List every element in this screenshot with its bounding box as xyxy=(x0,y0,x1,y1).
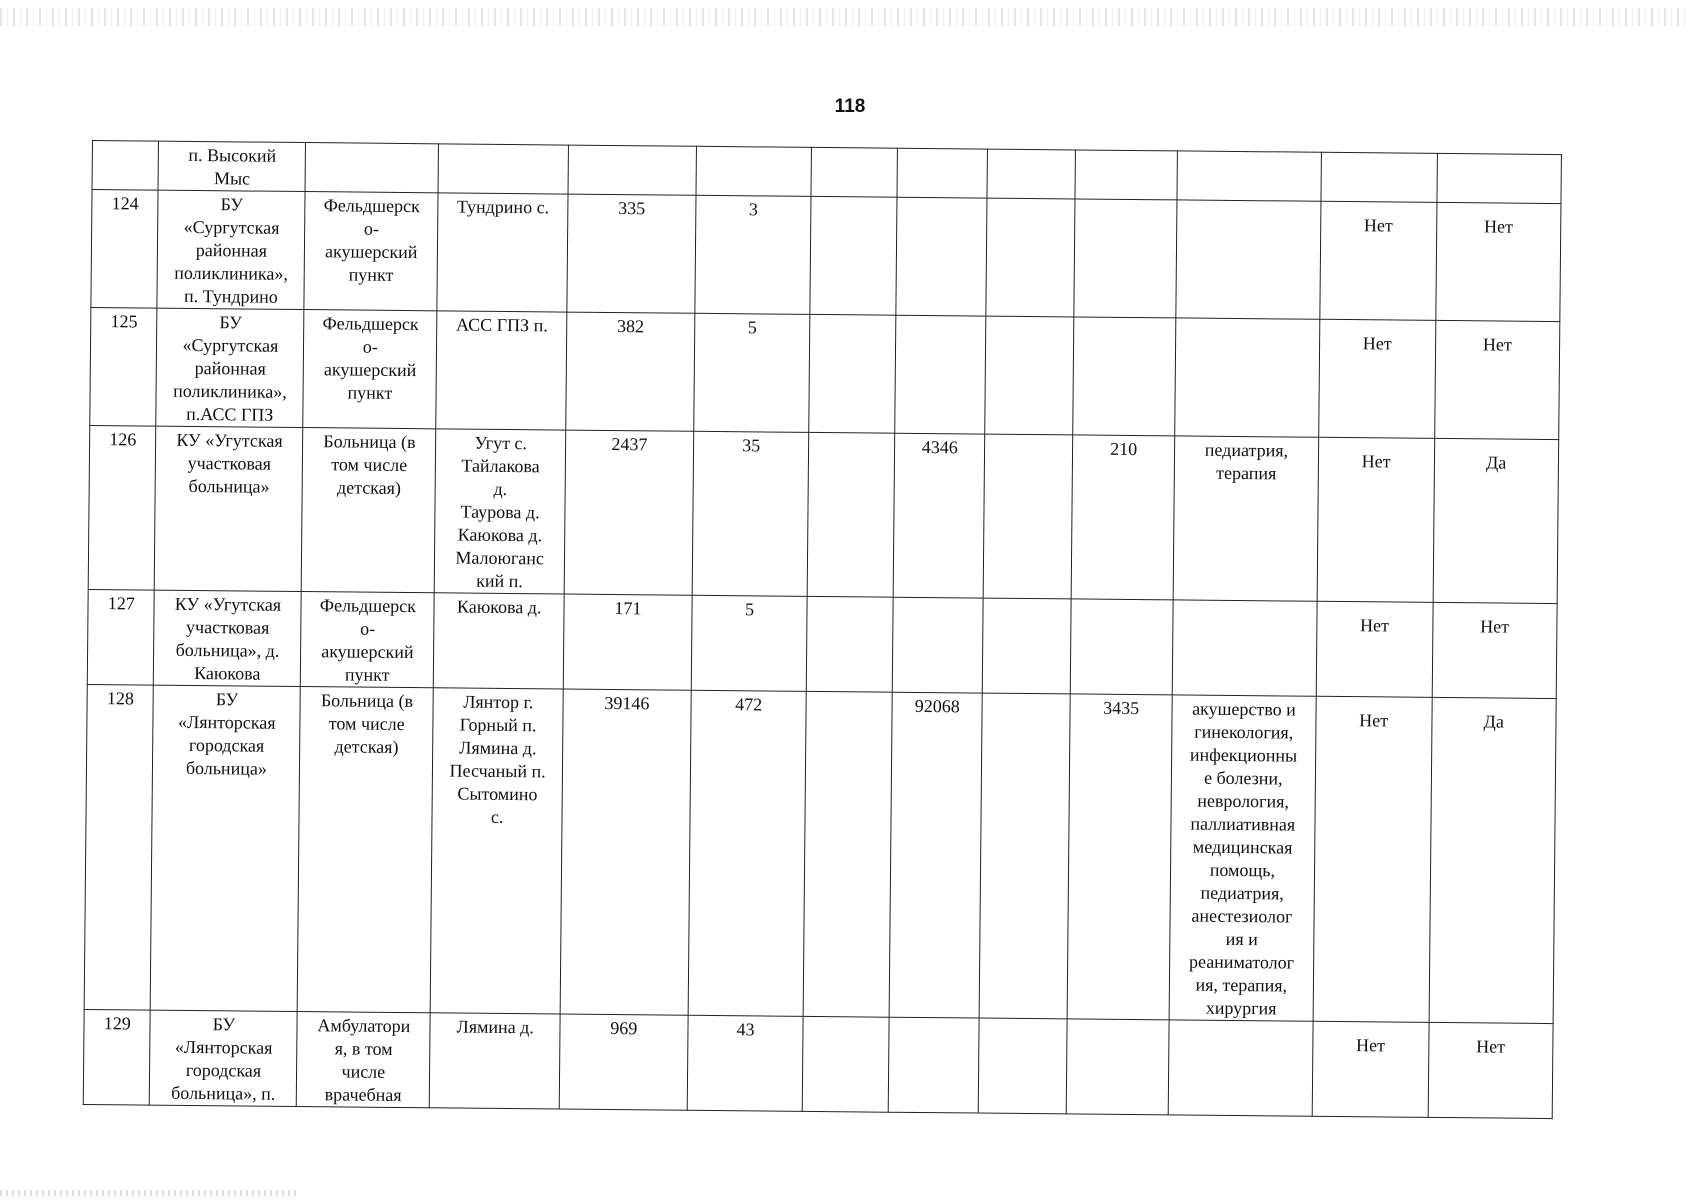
yes-no-cell-a xyxy=(1321,152,1437,202)
table-row xyxy=(84,684,1556,1023)
cell-text: КУ «Угутская участковая больница», д. Каюкова xyxy=(174,593,282,684)
distance-cell xyxy=(1067,694,1172,1020)
row-number-cell xyxy=(88,425,156,590)
cell-text: Угут с. Тайлакова д. Таурова д. Каюкова д. Малоюганс кий п. xyxy=(455,432,545,592)
table-body xyxy=(83,141,1561,1119)
cell-text: 171 xyxy=(614,598,642,619)
facility-type-cell xyxy=(302,428,437,593)
distance-cell xyxy=(1075,150,1177,200)
cell-text: Нет xyxy=(1359,710,1389,731)
population-cell xyxy=(563,594,691,690)
cell-text: АСС ГПЗ п. xyxy=(455,314,548,336)
distance-cell xyxy=(1066,1019,1169,1115)
population-cell xyxy=(567,194,696,313)
cell-text: Нет xyxy=(1355,1035,1386,1056)
children-count-cell xyxy=(695,195,812,314)
cell-text: 382 xyxy=(616,316,645,337)
population-cell xyxy=(568,145,696,195)
page-number: 118 xyxy=(834,96,866,117)
yes-no-cell-b xyxy=(1429,697,1557,1023)
area-cell xyxy=(897,148,988,198)
cell-text: 5 xyxy=(747,317,757,338)
facilities-table xyxy=(83,140,1562,1119)
table-row xyxy=(83,1009,1553,1118)
cell-text: Фельдшерск о- акушерский пункт xyxy=(323,195,420,285)
cell-text: 472 xyxy=(735,694,763,715)
specialties-cell xyxy=(1168,1020,1313,1116)
area-cell xyxy=(892,597,983,693)
row-number-cell xyxy=(92,141,159,191)
cell-text: БУ «Сургутская районная поликлиника», п. Тундрино xyxy=(174,194,289,307)
row-number-cell xyxy=(90,307,158,426)
population-cell xyxy=(564,430,693,595)
empty-cell-9 xyxy=(987,149,1075,199)
cell-text: 92068 xyxy=(914,695,960,717)
yes-no-cell-b xyxy=(1433,438,1559,603)
settlements-cell xyxy=(430,1013,561,1109)
distance-cell xyxy=(1071,435,1174,600)
cell-text: 125 xyxy=(110,311,138,332)
cell-text: Нет xyxy=(1361,451,1391,472)
table-row xyxy=(88,425,1559,603)
children-count-cell xyxy=(687,1015,804,1111)
cell-text: Да xyxy=(1483,711,1504,732)
specialties-cell xyxy=(1173,436,1318,601)
yes-no-cell-a xyxy=(1318,319,1435,438)
area-cell xyxy=(889,692,982,1018)
organization-cell xyxy=(158,141,305,191)
specialties-cell xyxy=(1175,318,1320,437)
facility-type-cell xyxy=(304,192,438,311)
settlements-cell xyxy=(434,593,565,689)
settlements-cell xyxy=(434,429,565,594)
cell-text: Нет xyxy=(1483,216,1514,237)
cell-text: Нет xyxy=(1362,333,1392,354)
specialties-cell xyxy=(1176,200,1321,319)
scan-edge-noise xyxy=(0,1190,300,1196)
cell-text: 128 xyxy=(106,688,134,709)
organization-cell xyxy=(151,685,301,1011)
row-number-cell xyxy=(87,589,154,685)
settlements-cell xyxy=(430,688,563,1014)
empty-cell-7 xyxy=(811,147,897,197)
empty-cell-7 xyxy=(804,691,893,1017)
cell-text: 35 xyxy=(742,435,761,456)
yes-no-cell-b xyxy=(1435,202,1561,321)
cell-text: 43 xyxy=(736,1019,755,1040)
facility-type-cell xyxy=(301,592,435,688)
empty-cell-7 xyxy=(807,596,894,692)
empty-cell-7 xyxy=(808,432,895,597)
population-cell xyxy=(566,312,695,431)
cell-text: БУ «Сургутская районная поликлиника», п.АСС ГПЗ xyxy=(173,312,287,425)
children-count-cell xyxy=(688,690,807,1016)
cell-text: Фельдшерск о- акушерский пункт xyxy=(322,313,419,403)
organization-cell xyxy=(156,308,304,427)
organization-cell xyxy=(155,426,303,591)
empty-cell-9 xyxy=(983,434,1072,599)
settlements-cell xyxy=(436,311,567,430)
organization-cell xyxy=(154,590,302,686)
cell-text: КУ «Угутская участковая больница» xyxy=(176,429,283,497)
yes-no-cell-a xyxy=(1313,696,1432,1022)
document-table-sheet xyxy=(83,140,1562,1119)
facility-type-cell xyxy=(298,687,434,1013)
empty-cell-9 xyxy=(978,1018,1067,1114)
cell-text: 3 xyxy=(748,199,758,220)
cell-text: 39146 xyxy=(604,692,650,714)
empty-cell-7 xyxy=(803,1016,890,1112)
cell-text: 124 xyxy=(111,193,139,214)
row-number-cell xyxy=(91,190,159,309)
cell-text: 335 xyxy=(618,198,646,219)
area-cell xyxy=(893,433,985,598)
cell-text: Лямина д. xyxy=(456,1016,534,1038)
population-cell xyxy=(559,1014,687,1110)
children-count-cell xyxy=(696,146,812,196)
facility-type-cell xyxy=(305,143,438,193)
distance-cell xyxy=(1073,317,1176,436)
cell-text: Нет xyxy=(1476,1036,1506,1057)
cell-text: 129 xyxy=(103,1013,131,1034)
table-row xyxy=(91,190,1561,322)
cell-text: БУ «Лянторская городская больница», п. xyxy=(171,1014,276,1104)
empty-cell-9 xyxy=(982,598,1071,694)
distance-cell xyxy=(1070,599,1173,695)
cell-text: Амбулатори я, в том числе врачебная xyxy=(317,1015,411,1106)
specialties-cell xyxy=(1177,151,1321,201)
cell-text: 4346 xyxy=(921,436,958,458)
cell-text: Больница (в том числе детская) xyxy=(323,431,416,498)
empty-cell-9 xyxy=(979,693,1070,1019)
area-cell xyxy=(895,315,986,434)
children-count-cell xyxy=(692,431,809,596)
facility-type-cell xyxy=(297,1012,431,1108)
cell-text: БУ «Лянторская городская больница» xyxy=(177,689,276,779)
children-count-cell xyxy=(693,313,810,432)
cell-text: 969 xyxy=(610,1018,638,1039)
organization-cell xyxy=(157,190,305,309)
cell-text: Нет xyxy=(1480,616,1510,637)
cell-text: 210 xyxy=(1110,438,1138,460)
cell-text: Нет xyxy=(1359,615,1390,636)
yes-no-cell-a xyxy=(1320,201,1437,320)
yes-no-cell-a xyxy=(1317,437,1434,602)
cell-text: Каюкова д. xyxy=(456,596,542,618)
cell-text: Лянтор г. Горный п. Лямина д. Песчаный п. Сытомино с. xyxy=(449,691,546,827)
population-cell xyxy=(560,689,691,1015)
yes-no-cell-a xyxy=(1312,1021,1429,1117)
facility-type-cell xyxy=(303,310,437,429)
area-cell xyxy=(888,1017,979,1113)
specialties-cell xyxy=(1169,695,1316,1021)
cell-text: 127 xyxy=(107,593,135,614)
cell-text: Нет xyxy=(1482,334,1512,355)
empty-cell-9 xyxy=(985,316,1074,435)
yes-no-cell-b xyxy=(1432,602,1557,698)
cell-text: акушерство и гинекология, инфекционны е болезни, неврология, паллиативная медицинская помощь, педиатрия, анестезиолог ия и реаниматолог ия, терапия, хирургия xyxy=(1188,698,1298,1019)
row-number-cell xyxy=(84,684,154,1010)
settlements-cell xyxy=(438,144,568,194)
empty-cell-9 xyxy=(986,198,1075,317)
cell-text: педиатрия, терапия xyxy=(1204,439,1289,484)
specialties-cell xyxy=(1172,600,1317,696)
settlements-cell xyxy=(437,193,568,312)
cell-text: 126 xyxy=(109,429,137,450)
table-row xyxy=(87,589,1557,698)
cell-text: 5 xyxy=(744,599,755,620)
cell-text: 3435 xyxy=(1103,697,1140,719)
row-number-cell xyxy=(83,1009,150,1105)
yes-no-cell-a xyxy=(1316,601,1433,697)
empty-cell-7 xyxy=(809,314,896,433)
yes-no-cell-b xyxy=(1428,1022,1553,1118)
area-cell xyxy=(896,197,987,316)
cell-text: Нет xyxy=(1363,215,1393,236)
cell-text: Фельдшерск о- акушерский пункт xyxy=(319,595,417,685)
cell-text: п. Высокий Мыс xyxy=(188,144,277,189)
yes-no-cell-b xyxy=(1436,153,1561,203)
cell-text: Больница (в том числе детская) xyxy=(320,690,414,757)
scan-edge-noise xyxy=(0,8,1686,26)
distance-cell xyxy=(1074,199,1177,318)
yes-no-cell-b xyxy=(1434,320,1560,439)
organization-cell xyxy=(150,1010,298,1106)
cell-text: 2437 xyxy=(611,434,648,455)
table-row xyxy=(90,307,1560,439)
cell-text: Тундрино с. xyxy=(456,196,550,218)
children-count-cell xyxy=(691,595,808,691)
cell-text: Да xyxy=(1485,452,1507,473)
empty-cell-7 xyxy=(810,196,897,315)
